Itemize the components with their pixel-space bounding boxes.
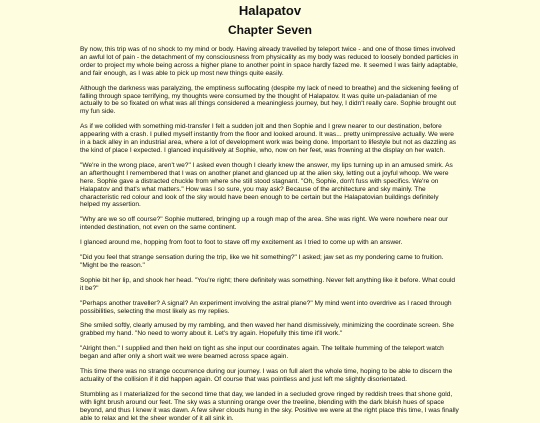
paragraph-11: "Alright then." I supplied and then held on tight as she input our coordinates again. The telltale humming of the teleport watch began and after only a short wait we were beamed across space again. — [80, 345, 444, 361]
paragraph-13: Stumbling as I materialized for the second time that day, we landed in a secluded grove ringed by reddish trees that shone gold, with light brush around our feet. The sky was a stunning orange over the treeline, blending with the dark bluish hues of space beyond, and thus I knew it was dawn. A few silver clouds hung in the sky. Positive we were at the right place this time, I was finally able to relax and let the sheer wonder of it all sink in. — [80, 390, 459, 422]
paragraph-3: As if we collided with something mid-transfer I felt a sudden jolt and then Sophie and I grew nearer to our destination, before appearing with a crash. I pulled myself instantly from the floor and looked around. It was... pretty unimpressive actually. We were in a back alley in an industrial area, where a lot of development work was being done. Important to lifestyle but not as dazzling as the kind of place I expected. I glanced inquisitively at Sophie, who, now on her feet, was frowning at the display on her watch. — [80, 123, 457, 154]
paragraph-10: She smiled softly, clearly amused by my rambling, and then waved her hand dismissively, minimizing the coordinate screen. She grabbed my hand. "No need to worry about it. Let's try again. Hopefully this time it'll work." — [80, 322, 454, 338]
paragraph-12: This time there was no strange occurrence during our journey. I was on full alert the whole time, hoping to be able to discern the actuality of the collision if it did happen again. Of course that was pointless and just left me slightly disorientated. — [80, 368, 453, 383]
paragraph-2: Although the darkness was paralyzing, the emptiness suffocating (despite my lack of need to breathe) and the sickening feeling of falling through space terrifying, my thoughts were consumed by the thought of Halapatov. It was quite un-paladanian of me actually to be so fixated on what was all things considered a meaningless journey, but hey, I didn't really care. Sophie brought out my fun side. — [80, 84, 459, 116]
chapter-body — [80, 46, 460, 423]
paragraph-9: "Perhaps another traveller? A signal? An experiment involving the astral plane?" My mind went into overdrive as I raced through possibilities, selecting the most likely as my replies. — [80, 299, 452, 315]
paragraph-1: By now, this trip was of no shock to my mind or body. Having already travelled by teleport twice - and one of those times involved an awful lot of pain - the detachment of my consciousness from physicality as my body was reduced to loosely bonded particles in order to project my whole being across a higher plane to another point in space hardly fazed me. It seemed I was fairly adaptable, and fair enough, as I was able to pick up most new things quite easily. — [80, 46, 459, 77]
story-title: Halapatov — [238, 3, 302, 18]
paragraph-8: Sophie bit her lip, and shook her head. "You're right; there definitely was something. Never felt anything like it before. What could it be?" — [80, 276, 456, 292]
paragraph-5: "Why are we so off course?" Sophie muttered, bringing up a rough map of the area. She was right. We were nowhere near our intended destination, not even on the same continent. — [80, 216, 449, 232]
paragraph-6: I glanced around me, hopping from foot to foot to stave off my excitement as I tried to come up with an answer. — [80, 239, 403, 247]
paragraph-4: "We're in the wrong place, aren't we?" I asked even though I clearly knew the answer, my lips turning up in an amused smirk. As an afterthought I remembered that I was on another planet and glanced up at the alien sky, letting out a joyful whoop. We were here. Sophie gave a distracted chuckle from where she still stood stagnant. "Oh, Sophie, don't fuss with specifics. We're on Halapatov and that's what matters." How was I so sure, you may ask? Because of the architecture and sky mainly. The characteristic red colour and look of the sky would have been enough to be certain but the Halapatovian buildings definitely helped my assertion. — [80, 161, 453, 209]
chapter-heading: Chapter Seven — [227, 23, 313, 37]
paragraph-7: "Did you feel that strange sensation during the trip, like we hit something?" I asked; jaw set as my pondering came to fruition. "Might be the reason." — [80, 254, 444, 269]
